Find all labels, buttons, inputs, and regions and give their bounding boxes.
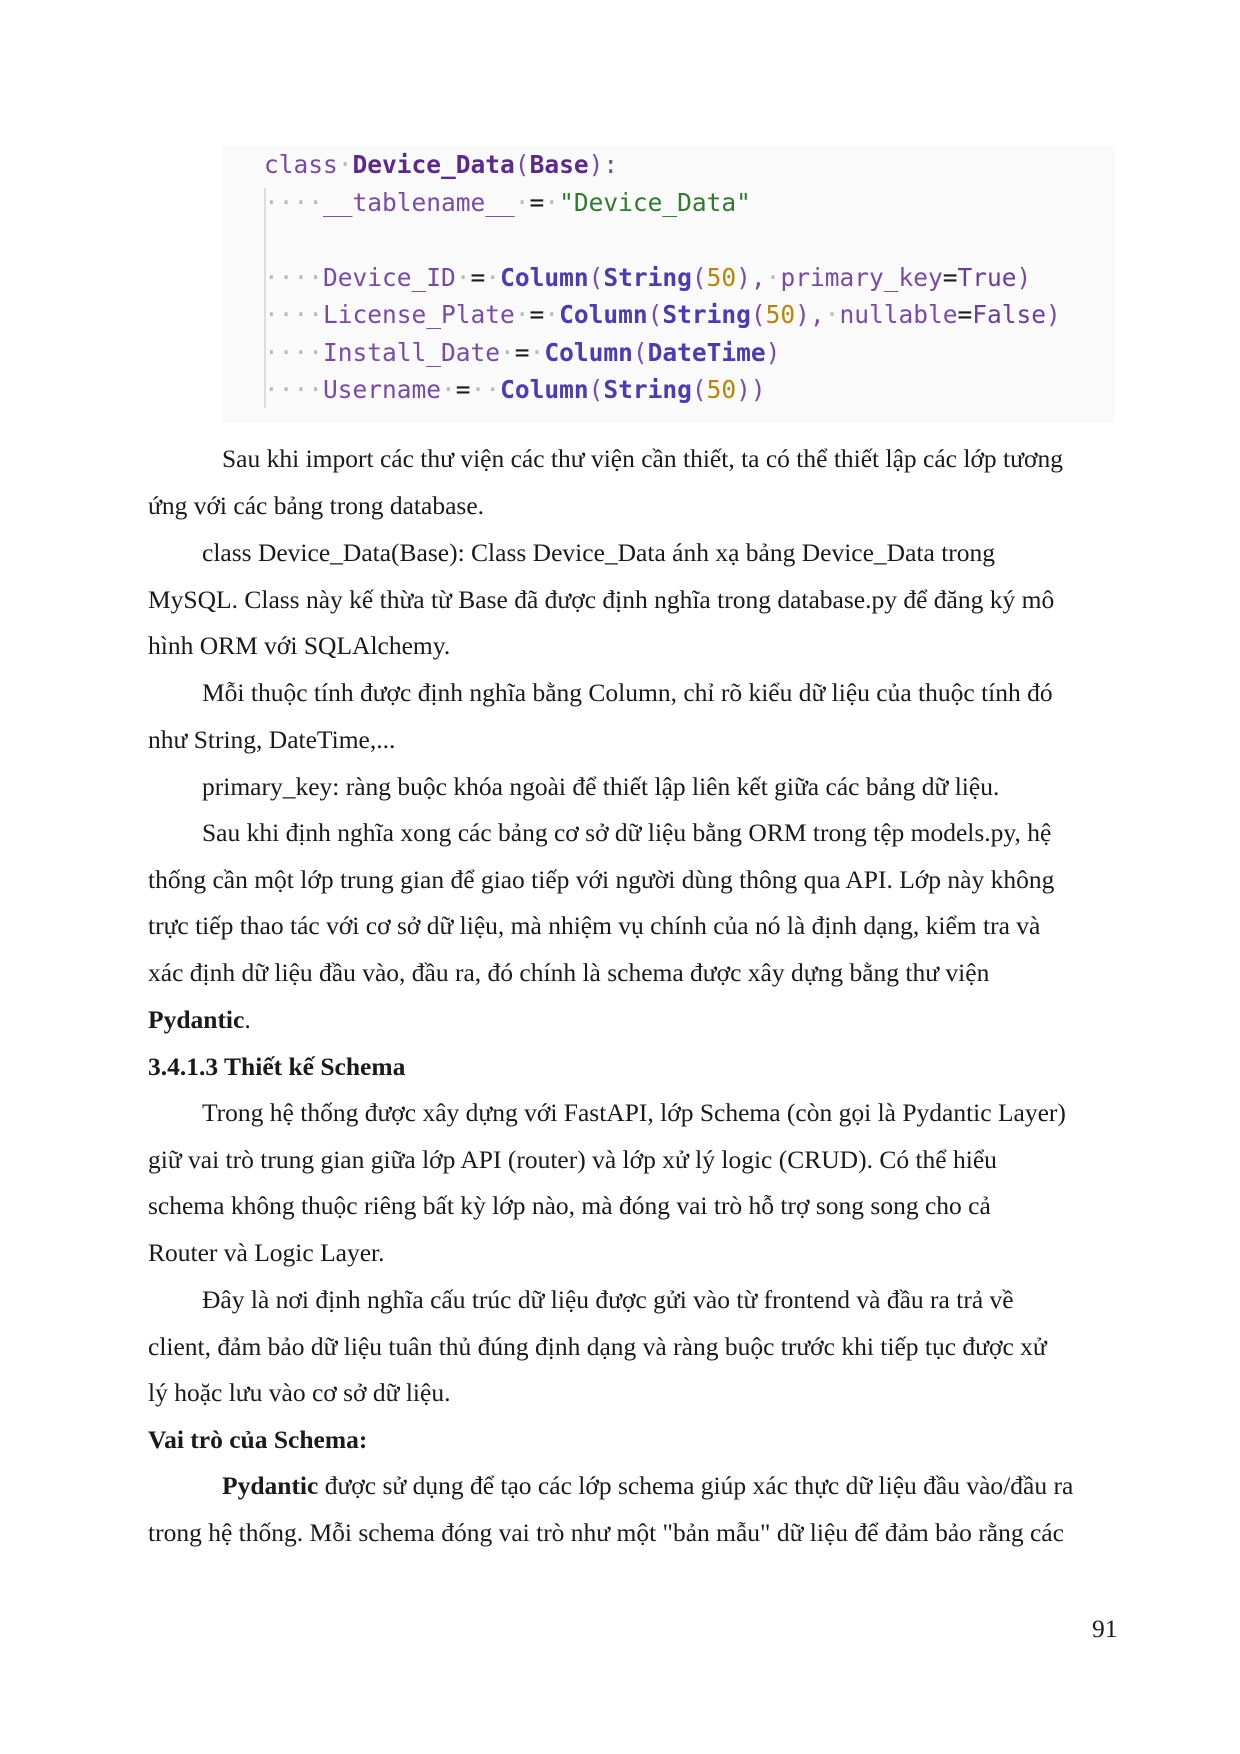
- paragraph-8: Pydantic được sử dụng để tạo các lớp schema giúp xác thực dữ liệu đầu vào/đầu ra trong hệ thống. Mỗi schema đóng vai trò như một "bản mẫu" dữ liệu để đảm bảo rằng các: [148, 1471, 1074, 1547]
- page-number: 91: [1092, 1614, 1118, 1643]
- paragraph-7: Đây là nơi định nghĩa cấu trúc dữ liệu được gửi vào từ frontend và đầu ra trả về client, đảm bảo dữ liệu tuân thủ đúng định dạng và ràng buộc trước khi tiếp tục được xử lý hoặc lưu vào cơ sở dữ liệu.: [148, 1285, 1047, 1408]
- paragraph-3: Mỗi thuộc tính được định nghĩa bằng Column, chỉ rõ kiểu dữ liệu của thuộc tính đó như String, DateTime,...: [148, 678, 1053, 754]
- paragraph-1: Sau khi import các thư viện các thư viện cần thiết, ta có thể thiết lập các lớp tương ứng với các bảng trong database.: [148, 444, 1063, 520]
- code-line-2: ····__tablename__·=·"Device_Data": [264, 188, 751, 217]
- subheading: Vai trò của Schema:: [148, 1425, 368, 1454]
- code-line-5: ····Install_Date·=·Column(DateTime): [264, 338, 781, 367]
- paragraph-2: class Device_Data(Base): Class Device_Data ánh xạ bảng Device_Data trong MySQL. Class này kế thừa từ Base đã được định nghĩa trong database.py để đăng ký mô hình ORM với SQLAlchemy.: [148, 538, 1055, 661]
- code-line-1: class·Device_Data(Base):: [264, 150, 619, 179]
- paragraph-5: Sau khi định nghĩa xong các bảng cơ sở dữ liệu bằng ORM trong tệp models.py, hệ thống cần một lớp trung gian để giao tiếp với người dùng thông qua API. Lớp này không trực tiếp thao tác với cơ sở dữ liệu, mà nhiệm vụ chính của nó là định dạng, kiểm tra và xác định dữ liệu đầu vào, đầu ra, đó chính là schema được xây dựng bằng thư viện Pydantic.: [148, 818, 1055, 1034]
- code-line-3: ····Device_ID·=·Column(String(50),·primary_key=True): [264, 263, 1032, 292]
- code-line-6: ····Username·=··Column(String(50)): [264, 375, 766, 404]
- paragraph-6: Trong hệ thống được xây dựng với FastAPI, lớp Schema (còn gọi là Pydantic Layer) giữ vai trò trung gian giữa lớp API (router) và lớp xử lý logic (CRUD). Có thể hiểu schema không thuộc riêng bất kỳ lớp nào, mà đóng vai trò hỗ trợ song song cho cả Router và Logic Layer.: [148, 1098, 1066, 1268]
- code-line-4: ····License_Plate·=·Column(String(50),·nullable=False): [264, 300, 1061, 329]
- paragraph-4: primary_key: ràng buộc khóa ngoài để thiết lập liên kết giữa các bảng dữ liệu.: [202, 772, 1000, 801]
- code-block: [222, 146, 1115, 423]
- section-heading: 3.4.1.3 Thiết kế Schema: [148, 1052, 406, 1081]
